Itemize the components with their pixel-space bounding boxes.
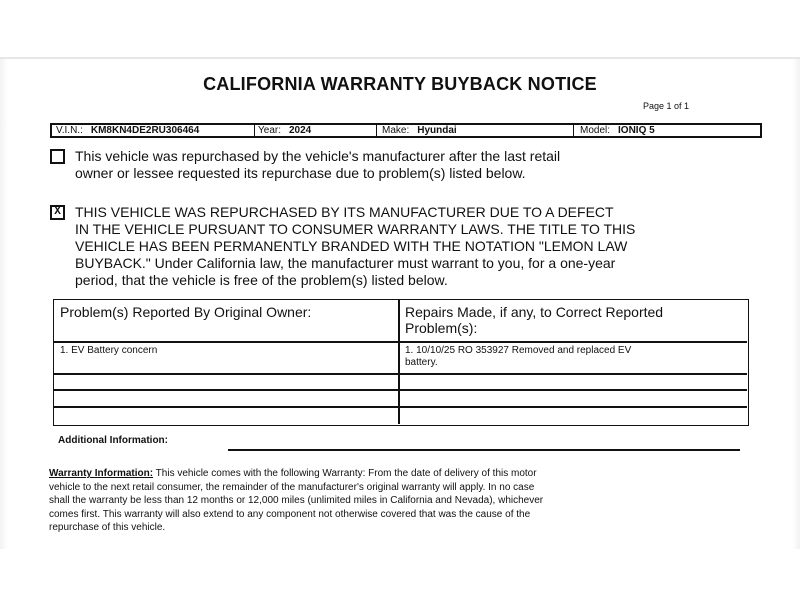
- option1-line: This vehicle was repurchased by the vehicle's manufacturer after the last retail: [75, 148, 561, 164]
- problem-cell[interactable]: 1. EV Battery concern: [60, 345, 158, 356]
- table-row-line: [54, 341, 747, 343]
- repair-line: 1. 10/10/25 RO 353927 Removed and replaced EV: [405, 345, 632, 356]
- repurchase-request-checkbox[interactable]: [50, 149, 65, 164]
- year-cell: [258, 125, 311, 136]
- problems-table: [53, 299, 749, 426]
- repair-line: battery.: [405, 357, 438, 368]
- problems-header: Problem(s) Reported By Original Owner:: [60, 304, 312, 320]
- table-row-line: [54, 389, 747, 391]
- repairs-header-line: Repairs Made, if any, to Correct Reported: [405, 304, 664, 320]
- option2-line: IN THE VEHICLE PURSUANT TO CONSUMER WARRANTY LAWS. THE TITLE TO THIS: [75, 221, 636, 237]
- make-value: Hyundai: [417, 125, 457, 136]
- additional-info-field[interactable]: [228, 449, 740, 451]
- year-label: Year:: [258, 125, 281, 136]
- vin-label: V.I.N.:: [56, 125, 83, 136]
- option2-line: VEHICLE HAS BEEN PERMANENTLY BRANDED WITH THE NOTATION "LEMON LAW: [75, 238, 628, 254]
- warranty-line: [49, 467, 543, 481]
- make-label: Make:: [382, 125, 410, 136]
- vin-value: KM8KN4DE2RU306464: [90, 125, 200, 136]
- warranty-information: [49, 467, 543, 535]
- document-title: CALIFORNIA WARRANTY BUYBACK NOTICE: [203, 74, 597, 94]
- warranty-line: repurchase of this vehicle.: [49, 522, 166, 533]
- warranty-line: vehicle to the next retail consumer, the remainder of the manufacturer's original warranty will apply. In no case: [49, 481, 535, 493]
- table-row-line: [54, 373, 747, 375]
- repurchase-request-text: [75, 148, 560, 182]
- option1-line: owner or lessee requested its repurchase due to problem(s) listed below.: [75, 165, 526, 181]
- warranty-line: comes first. This warranty will also extend to any component not otherwise covered that was the cause of the: [49, 508, 531, 520]
- year-divider: [376, 125, 377, 136]
- warranty-line-text: This vehicle comes with the following Warranty: From the date of delivery of this motor: [153, 468, 537, 479]
- repairs-header-line: Problem(s):: [405, 320, 478, 336]
- lemon-law-text: [75, 204, 635, 289]
- option2-line: THIS VEHICLE WAS REPURCHASED BY ITS MANUFACTURER DUE TO A DEFECT: [75, 204, 614, 220]
- option2-line: BUYBACK." Under California law, the manufacturer must warrant to you, for a one-year: [75, 255, 616, 271]
- make-cell: [382, 125, 457, 136]
- page-left-shadow: [0, 59, 8, 549]
- additional-info-label: Additional Information:: [58, 435, 168, 446]
- page-number: Page 1 of 1: [643, 101, 690, 111]
- year-value: 2024: [288, 125, 312, 136]
- model-label: Model:: [580, 125, 611, 136]
- vehicle-info-bar: [50, 123, 762, 138]
- option2-line: period, that the vehicle is free of the problem(s) listed below.: [75, 272, 448, 288]
- vin-divider: [254, 125, 255, 136]
- vin-cell: [56, 125, 199, 136]
- model-cell: [580, 125, 655, 136]
- warranty-line: shall the warranty be less than 12 months or 12,000 miles (unlimited miles in California and Nevada), whichever: [49, 495, 544, 506]
- page-right-shadow: [792, 59, 800, 549]
- make-divider: [573, 125, 574, 136]
- model-value: IONIQ 5: [618, 125, 655, 136]
- page-top-edge: [0, 57, 800, 59]
- repair-cell[interactable]: [405, 345, 631, 369]
- repairs-header: [405, 304, 663, 336]
- warranty-heading: Warranty Information:: [49, 468, 154, 479]
- table-row-line: [54, 406, 747, 408]
- lemon-law-checkbox[interactable]: X: [50, 205, 65, 220]
